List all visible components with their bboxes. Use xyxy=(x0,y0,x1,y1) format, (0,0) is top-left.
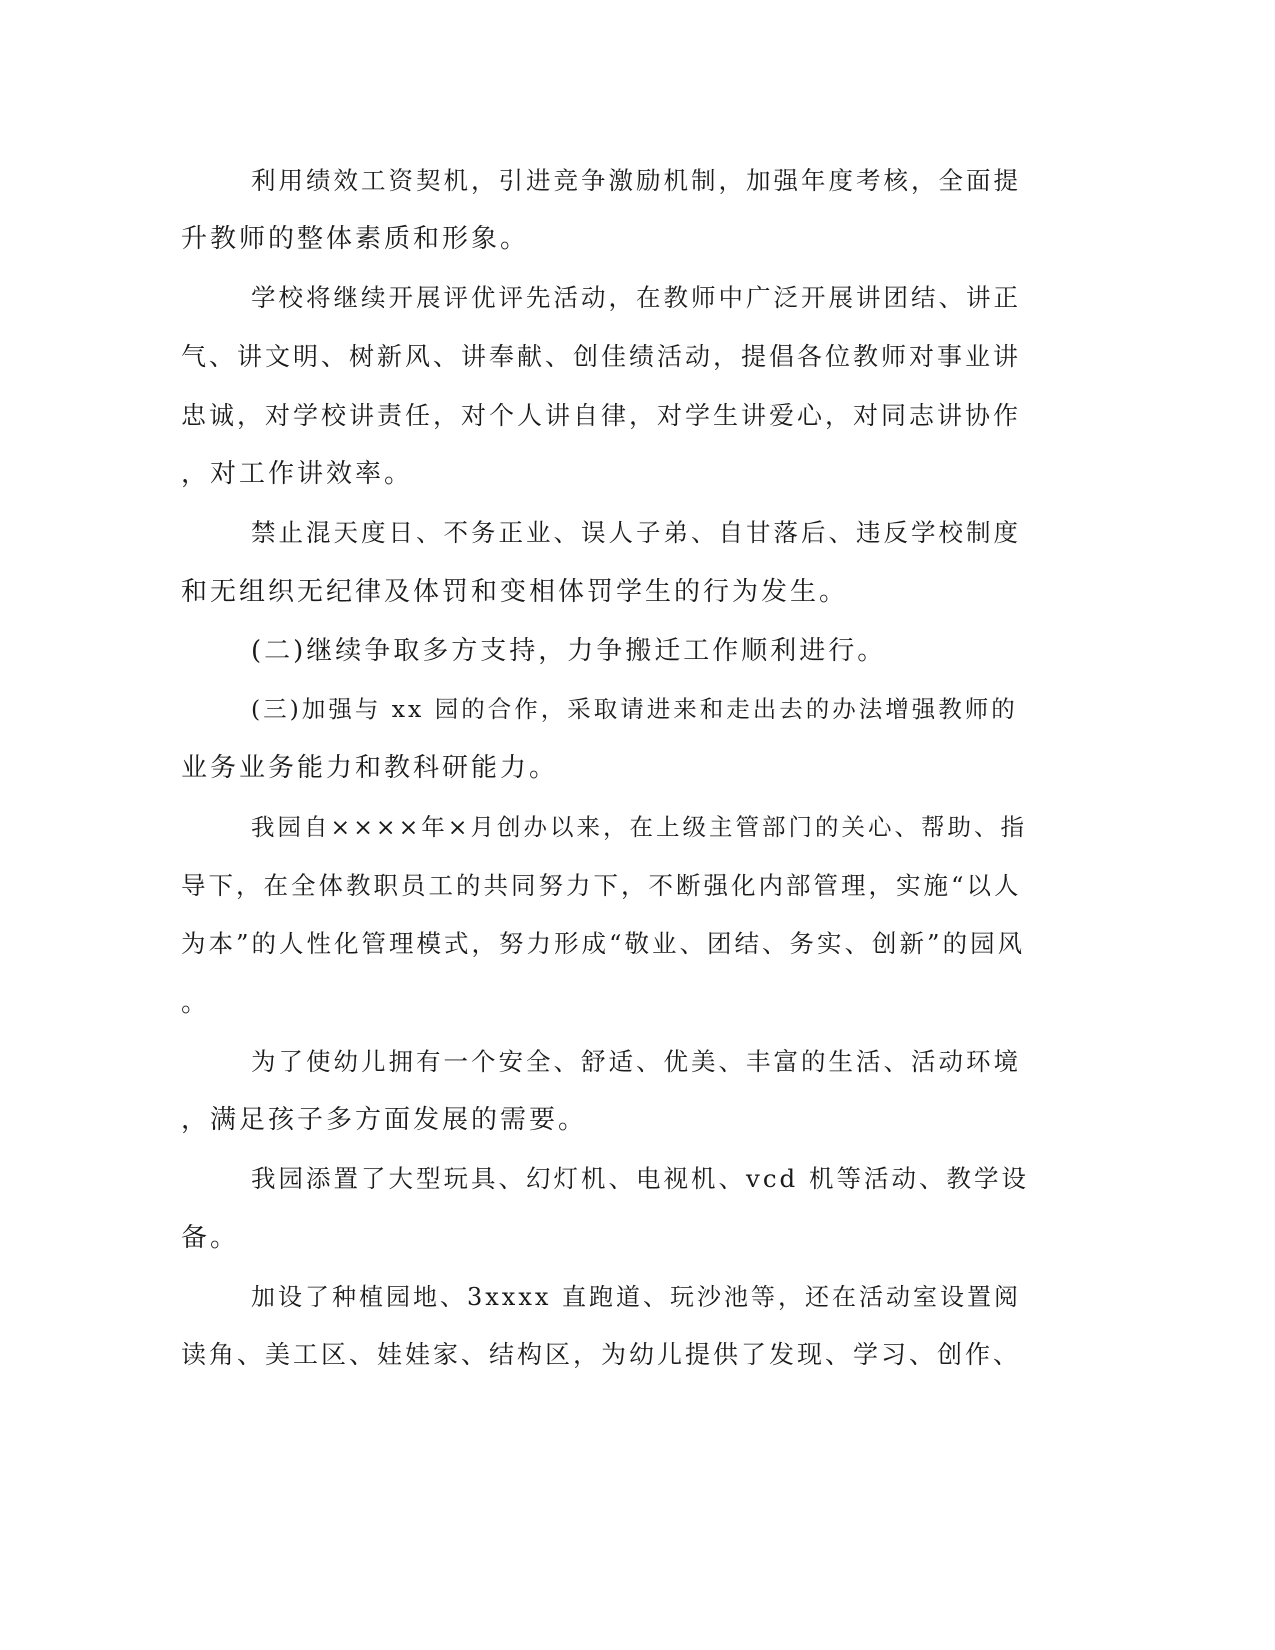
text-line: 备。 xyxy=(181,1223,240,1253)
text-line: 升教师的整体素质和形象。 xyxy=(181,224,530,254)
text-line: ，对工作讲效率。 xyxy=(181,459,414,489)
text-line: 气、讲文明、树新风、讲奉献、创佳绩活动，提倡各位教师对事业讲 xyxy=(181,342,1022,371)
text-line: 禁止混天度日、不务正业、误人子弟、自甘落后、违反学校制度 xyxy=(251,518,1021,547)
text-line: 学校将继续开展评优评先活动，在教师中广泛开展讲团结、讲正 xyxy=(251,283,1021,312)
text-line: 为本”的人性化管理模式，努力形成“敬业、团结、务实、创新”的园风 xyxy=(181,929,1026,958)
text-line: ，满足孩子多方面发展的需要。 xyxy=(181,1105,588,1135)
text-line: 加设了种植园地、3xxxx 直跑道、玩沙池等，还在活动室设置阅 xyxy=(251,1283,1022,1311)
text-line: 我园自××××年×月创办以来，在上级主管部门的关心、帮助、指 xyxy=(251,813,1027,841)
text-line: 和无组织无纪律及体罚和变相体罚学生的行为发生。 xyxy=(181,577,849,607)
text-line: 我园添置了大型玩具、幻灯机、电视机、vcd 机等活动、教学设 xyxy=(251,1164,1030,1193)
text-line: 业务业务能力和教科研能力。 xyxy=(181,753,559,783)
text-line: 导下，在全体教职员工的共同努力下，不断强化内部管理，实施“以人 xyxy=(181,871,1022,900)
text-line: 为了使幼儿拥有一个安全、舒适、优美、丰富的生活、活动环境 xyxy=(251,1047,1021,1076)
text-line: 。 xyxy=(181,988,211,1018)
text-line: 忠诚，对学校讲责任，对个人讲自律，对学生讲爱心，对同志讲协作 xyxy=(181,401,1022,430)
text-line: (三)加强与 xx 园的合作，采取请进来和走出去的办法增强教师的 xyxy=(251,695,1018,723)
text-line: 读角、美工区、娃娃家、结构区，为幼儿提供了发现、学习、创作、 xyxy=(181,1340,1022,1369)
text-line: (二)继续争取多方支持，力争搬迁工作顺利进行。 xyxy=(251,636,887,666)
text-line: 利用绩效工资契机，引进竞争激励机制，加强年度考核，全面提 xyxy=(251,166,1021,195)
